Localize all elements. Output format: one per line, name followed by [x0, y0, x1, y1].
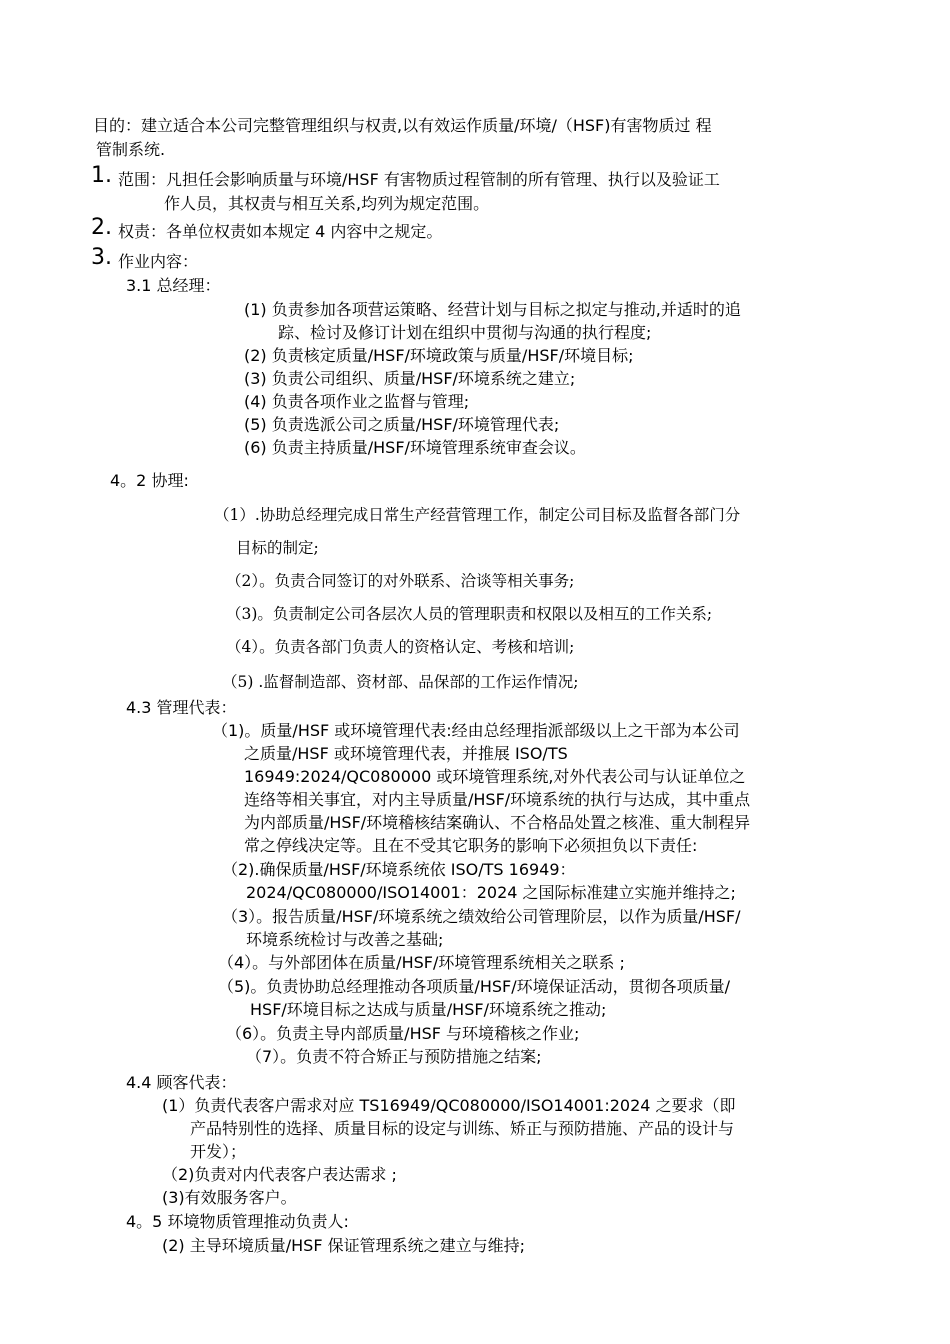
mr-item-1c: 16949:2024/QC080000 或环境管理系统,对外代表公司与认证单位之 [244, 767, 746, 786]
section-3-text: 作业内容： [118, 252, 199, 271]
mr-item-7: （7）。负责不符合矫正与预防措施之结案; [246, 1047, 542, 1066]
mr-item-1e: 为内部质量/HSF/环境稽核结案确认、不合格品处置之核准、重大制程异 [244, 813, 751, 832]
mr-item-6: （6）。负责主导内部质量/HSF 与环境稽核之作业; [226, 1024, 580, 1043]
mr-item-1a: （1)。质量/HSF 或环境管理代表:经由总经理指派部级以上之干部为本公司 [212, 721, 740, 740]
mr-item-2a: （2).确保质量/HSF/环境系统依 ISO/TS 16949： [222, 860, 576, 879]
mr-item-1f: 常之停线决定等。且在不受其它职务的影响下必须担负以下责任: [244, 836, 698, 855]
assist-item-4: （4）。负责各部门负责人的资格认定、考核和培训; [226, 638, 575, 656]
section-2-text: 权责：各单位权责如本规定 4 内容中之规定。 [118, 222, 443, 241]
purpose-line-2: 管制系统. [96, 140, 166, 159]
cr-item-1b: 产品特别性的选择、质量目标的设定与训练、矫正与预防措施、产品的设计与 [190, 1119, 735, 1138]
gm-item-4: (4) 负责各项作业之监督与管理; [244, 392, 470, 411]
cr-title: 4.4 顾客代表： [126, 1073, 237, 1092]
cr-item-2: （2)负责对内代表客户表达需求 ; [162, 1165, 397, 1184]
mr-item-3a: （3）。报告质量/HSF/环境系统之绩效给公司管理阶层，以作为质量/HSF/ [222, 907, 741, 926]
gm-item-3: (3) 负责公司组织、质量/HSF/环境系统之建立; [244, 369, 576, 388]
mr-item-3b: 环境系统检讨与改善之基础; [246, 930, 444, 949]
env-item-2: (2) 主导环境质量/HSF 保证管理系统之建立与维持; [162, 1236, 526, 1255]
cr-item-1c: 开发）； [190, 1142, 247, 1161]
section-2-number: 2. [91, 215, 112, 240]
section-1-line-1: 范围：凡担任会影响质量与环境/HSF 有害物质过程管制的所有管理、执行以及验证工 [118, 170, 720, 189]
env-title: 4。5 环境物质管理推动负责人: [126, 1212, 349, 1231]
gm-title: 3.1 总经理： [126, 276, 221, 295]
cr-item-1a: (1）负责代表客户需求对应 TS16949/QC080000/ISO14001:2024 之要求（即 [162, 1096, 736, 1115]
assist-item-5: （5) .监督制造部、资材部、品保部的工作运作情况; [222, 673, 579, 691]
mr-item-4: （4）。与外部团体在质量/HSF/环境管理系统相关之联系 ; [218, 953, 625, 972]
mr-item-2b: 2024/QC080000/ISO14001：2024 之国际标准建立实施并维持之; [246, 883, 736, 902]
mr-item-1d: 连络等相关事宜，对内主导质量/HSF/环境系统的执行与达成，其中重点 [244, 790, 751, 809]
purpose-line-1: 目的：建立适合本公司完整管理组织与权责,以有效运作质量/环境/（HSF)有害物质过 程 [93, 116, 712, 135]
assist-item-1a: （1）.协助总经理完成日常生产经营管理工作，制定公司目标及监督各部门分 [214, 506, 741, 524]
gm-item-2: (2) 负责核定质量/HSF/环境政策与质量/HSF/环境目标; [244, 346, 634, 365]
gm-item-5: (5) 负责选派公司之质量/HSF/环境管理代表; [244, 415, 560, 434]
assist-title: 4。2 协理: [110, 471, 189, 490]
cr-item-3: (3)有效服务客户。 [162, 1188, 297, 1207]
section-3-number: 3. [91, 245, 112, 270]
gm-item-1a: (1) 负责参加各项营运策略、经营计划与目标之拟定与推动,并适时的追 [244, 300, 741, 319]
mr-item-5b: HSF/环境目标之达成与质量/HSF/环境系统之推动; [250, 1000, 607, 1019]
gm-item-1b: 踪、检讨及修订计划在组织中贯彻与沟通的执行程度; [278, 323, 652, 342]
assist-item-2: （2）。负责合同签订的对外联系、洽谈等相关事务; [226, 572, 575, 590]
assist-item-3: （3)。负责制定公司各层次人员的管理职责和权限以及相互的工作关系; [226, 605, 713, 623]
section-1-line-2: 作人员，其权责与相互关系,均列为规定范围。 [164, 194, 490, 213]
mr-item-1b: 之质量/HSF 或环境管理代表，并推展 ISO/TS [244, 744, 568, 763]
section-1-number: 1. [91, 163, 112, 188]
gm-item-6: (6) 负责主持质量/HSF/环境管理系统审查会议。 [244, 438, 586, 457]
mr-title: 4.3 管理代表： [126, 698, 237, 717]
assist-item-1b: 目标的制定; [236, 539, 319, 557]
mr-item-5a: （5)。负责协助总经理推动各项质量/HSF/环境保证活动，贯彻各项质量/ [218, 977, 730, 996]
